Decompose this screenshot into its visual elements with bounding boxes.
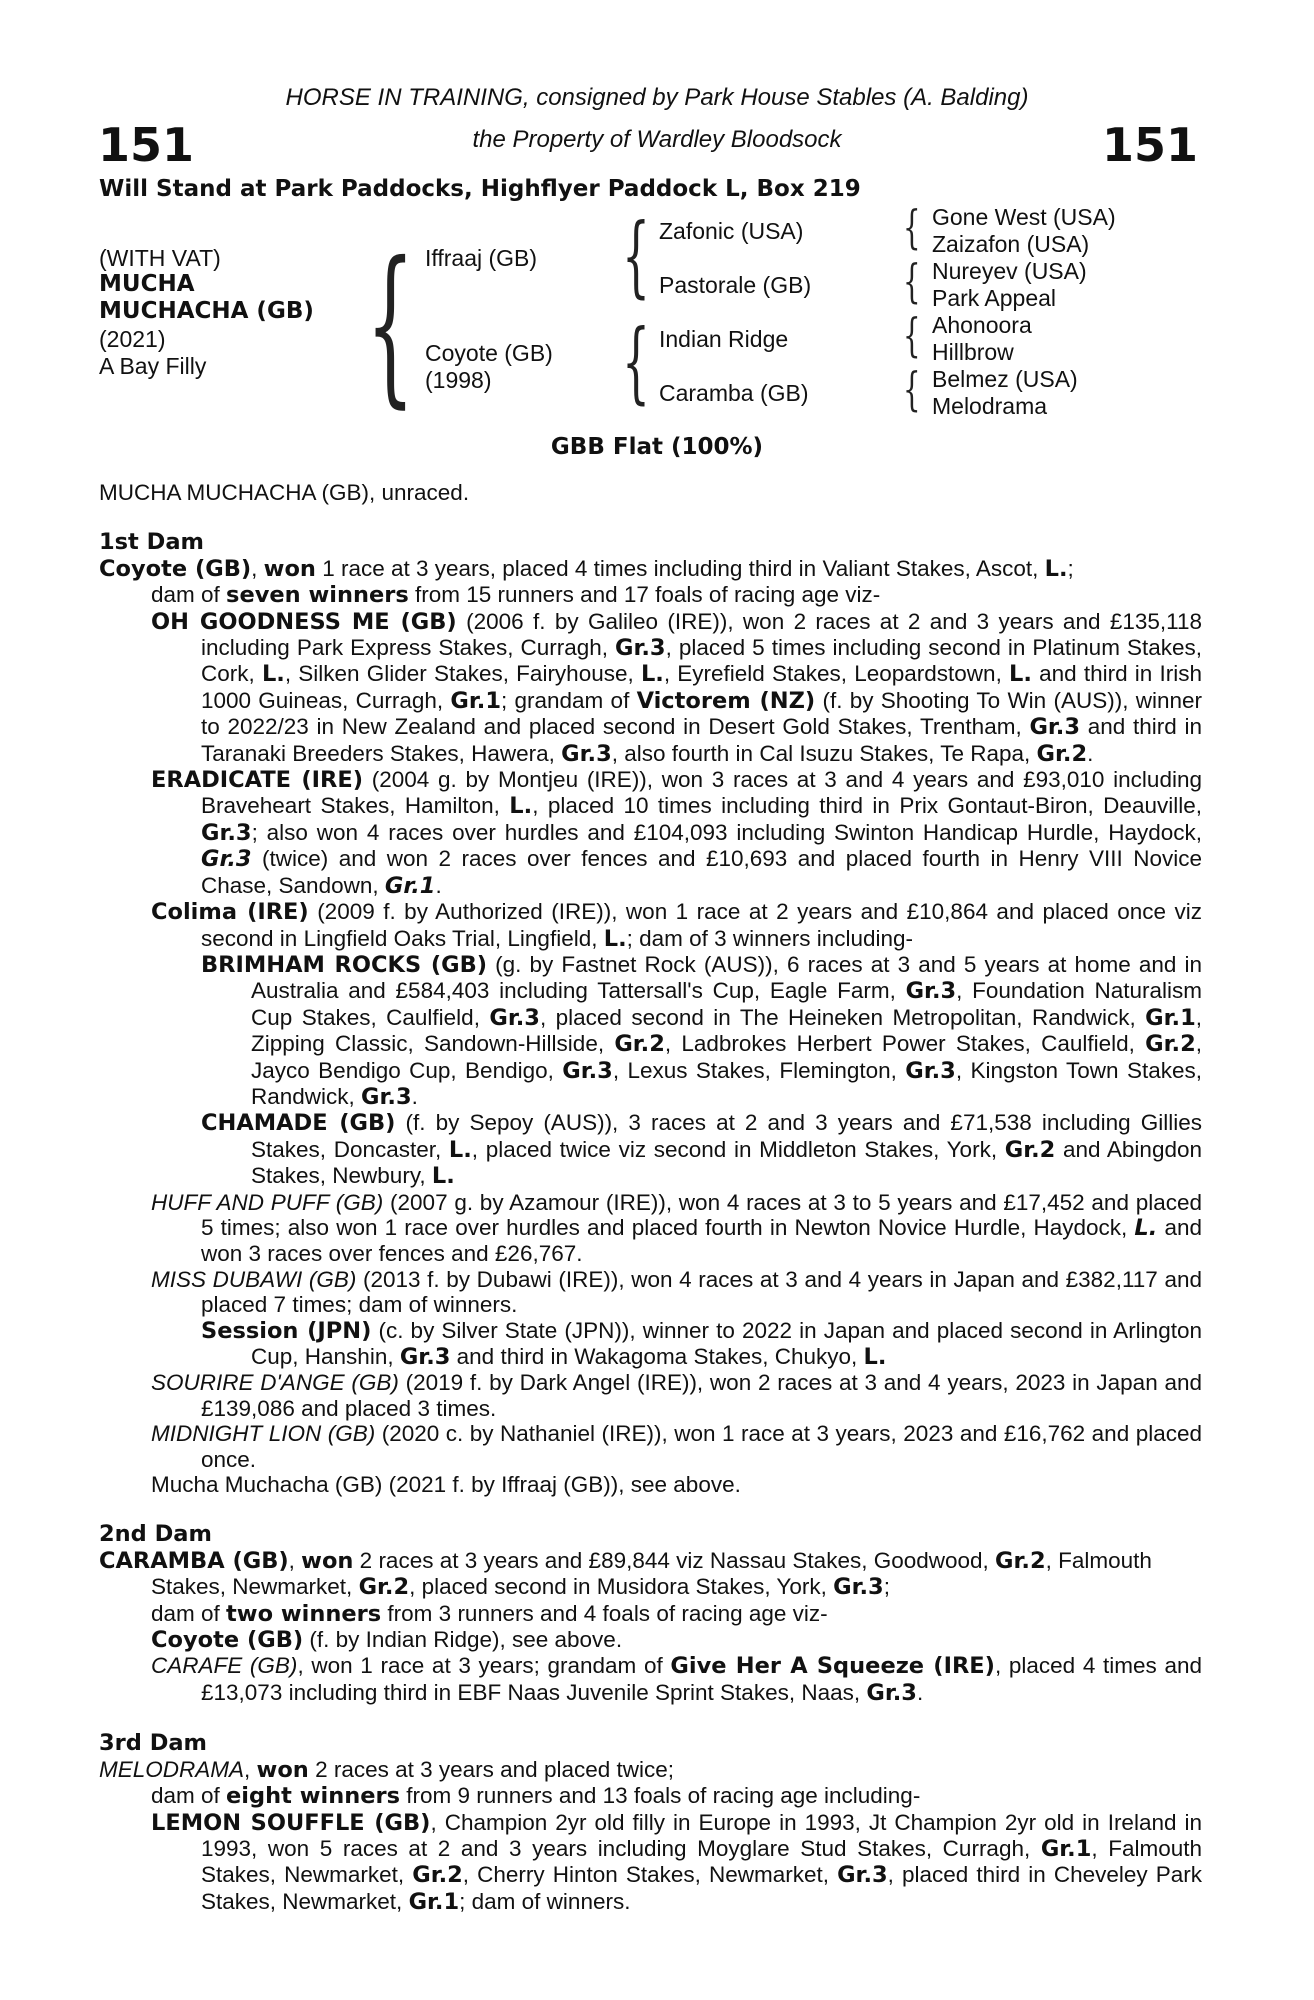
produce-oh-goodness-me: OH GOODNESS ME (GB) (2006 f. by Galileo (IRE)), won 2 races at 2 and 3 years and £135,118 including Park Express Stakes, Curragh, Gr.3, placed 5 times including second in Platinum Stakes, Cork, L., Silken Glider Stakes, Fairyhouse, L., Eyrefield Stakes, Leopardstown, L. and third in Irish 1000 Guineas, Curragh, Gr.1; grandam of Victorem (NZ) (f. by Shooting To Win (AUS)), winner to 2022/23 in New Zealand and placed second in Desert Gold Stakes, Trentham, Gr.3 and third in Taranaki Breeders Stakes, Hawera, Gr.3, also fourth in Cal Isuzu Stakes, Te Rapa, Gr.2. bbox=[151, 608, 1203, 767]
lot-number-right: 151 bbox=[1101, 118, 1198, 172]
produce-colima: Colima (IRE) (2009 f. by Authorized (IRE)), won 1 race at 2 years and £10,864 and placed once viz second in Lingfield Oaks Trial, Lingfield, L.; dam of 3 winners including- bbox=[151, 899, 1202, 952]
stand-line: Will Stand at Park Paddocks, Highflyer Paddock L, Box 219 bbox=[99, 176, 861, 202]
dam-dam: Caramba (GB) bbox=[659, 380, 809, 406]
sire-sire: Zafonic (USA) bbox=[659, 218, 804, 244]
third-dam-summary: MELODRAMA, won 2 races at 3 years and placed twice; dam of eight winners from 9 runners and 13 foals of racing age including- bbox=[99, 1756, 921, 1810]
property-line: the Property of Wardley Bloodsock bbox=[472, 126, 842, 153]
gbb-rating: GBB Flat (100%) bbox=[550, 434, 764, 460]
consignment-line: HORSE IN TRAINING, consigned by Park House Stables (A. Balding) bbox=[285, 84, 1029, 111]
grandparent-8: Melodrama bbox=[932, 393, 1048, 419]
brace-sire: { bbox=[622, 204, 650, 307]
grandparent-3: Nureyev (USA) bbox=[932, 258, 1087, 284]
produce-chamade: CHAMADE (GB) (f. by Sepoy (AUS)), 3 races at 2 and 3 years and £71,538 including Gillies Stakes, Doncaster, L., placed twice viz second in Middleton Stakes, York, Gr.2 and Abingdon Stakes, Newbury, L. bbox=[201, 1110, 1202, 1190]
first-dam-heading: 1st Dam bbox=[99, 529, 204, 556]
second-dam-summary: CARAMBA (GB), won 2 races at 3 years and £89,844 viz Nassau Stakes, Goodwood, Gr.2, Falmouth Stakes, Newmarket, Gr.2, placed second in Musidora Stakes, York, Gr.3; dam of two winners from 3 runners and 4 foals of racing age viz- bbox=[99, 1547, 1152, 1627]
produce-miss-dubawi: MISS DUBAWI (GB) (2013 f. by Dubawi (IRE)), won 4 races at 3 and 4 years in Japan and £382,117 and placed 7 times; dam of winners. bbox=[151, 1266, 1202, 1318]
grandparent-6: Hillbrow bbox=[932, 339, 1014, 365]
grandparent-4: Park Appeal bbox=[932, 285, 1057, 311]
produce-brimham-rocks: BRIMHAM ROCKS (GB) (g. by Fastnet Rock (AUS)), 6 races at 3 and 5 years at home and in Australia and £584,403 including Tattersall's Cup, Eagle Farm, Gr.3, Foundation Naturalism Cup Stakes, Caulfield, Gr.3, placed second in The Heineken Metropolitan, Randwick, Gr.1, Zipping Classic, Sandown-Hillside, Gr.2, Ladbrokes Herbert Power Stakes, Caulfield, Gr.2, Jayco Bendigo Cup, Bendigo, Gr.3, Lexus Stakes, Flemington, Gr.3, Kingston Town Stakes, Randwick, Gr.3. bbox=[201, 951, 1203, 1110]
brace-g2: { bbox=[903, 254, 921, 308]
produce-mucha-muchacha: Mucha Muchacha (GB) (2021 f. by Iffraaj (GB)), see above. bbox=[151, 1472, 741, 1498]
horse-description: A Bay Filly bbox=[99, 353, 207, 379]
vat-note: (WITH VAT) bbox=[99, 245, 221, 271]
second-dam-heading: 2nd Dam bbox=[99, 1521, 212, 1548]
grandparent-2: Zaizafon (USA) bbox=[932, 231, 1090, 257]
brace-g1: { bbox=[903, 200, 921, 254]
horse-name-line1: MUCHA bbox=[99, 271, 195, 297]
first-dam-summary: Coyote (GB), won 1 race at 3 years, placed 4 times including third in Valiant Stakes, Ascot, L.; dam of seven winners from 15 runners and 17 foals of racing age viz- bbox=[99, 555, 1074, 609]
brace-dam: { bbox=[622, 310, 650, 413]
dam-year: (1998) bbox=[425, 367, 492, 393]
produce-lemon-souffle: LEMON SOUFFLE (GB), Champion 2yr old filly in Europe in 1993, Jt Champion 2yr old in Ireland in 1993, won 5 races at 2 and 3 years including Moyglare Stud Stakes, Curragh, Gr.1, Falmouth Stakes, Newmarket, Gr.2, Cherry Hinton Stakes, Newmarket, Gr.3, placed third in Cheveley Park Stakes, Newmarket, Gr.1; dam of winners. bbox=[151, 1809, 1202, 1915]
produce-coyote: Coyote (GB) (f. by Indian Ridge), see above. bbox=[151, 1627, 623, 1654]
produce-midnight-lion: MIDNIGHT LION (GB) (2020 c. by Nathaniel (IRE)), won 1 race at 3 years, 2023 and £16,762 and placed once. bbox=[151, 1421, 1202, 1472]
brace-g4: { bbox=[903, 362, 921, 416]
dam: Coyote (GB) bbox=[425, 340, 553, 366]
produce-huff-and-puff: HUFF AND PUFF (GB) (2007 g. by Azamour (IRE)), won 4 races at 3 to 5 years and £17,452 and placed 5 times; also won 1 race over hurdles and placed fourth in Newton Novice Hurdle, Haydock, L. and won 3 races over fences and £26,767. bbox=[151, 1189, 1202, 1267]
horse-year: (2021) bbox=[99, 326, 166, 352]
grandparent-5: Ahonoora bbox=[932, 312, 1032, 338]
produce-carafe: CARAFE (GB), won 1 race at 3 years; grandam of Give Her A Squeeze (IRE), placed 4 times and £13,073 including third in EBF Naas Juvenile Sprint Stakes, Naas, Gr.3. bbox=[151, 1653, 1202, 1706]
catalogue-body bbox=[99, 480, 1202, 1915]
produce-sourire-dange: SOURIRE D'ANGE (GB) (2019 f. by Dark Angel (IRE)), won 2 races at 3 and 4 years, 2023 in Japan and £139,086 and placed 3 times. bbox=[151, 1370, 1203, 1421]
sire-dam: Pastorale (GB) bbox=[659, 272, 812, 298]
lot-number-left: 151 bbox=[98, 118, 195, 172]
brace-g3: { bbox=[903, 308, 921, 362]
dam-sire: Indian Ridge bbox=[659, 326, 789, 352]
grandparent-1: Gone West (USA) bbox=[932, 204, 1116, 230]
sire: Iffraaj (GB) bbox=[425, 245, 538, 271]
produce-eradicate: ERADICATE (IRE) (2004 g. by Montjeu (IRE)), won 3 races at 3 and 4 years and £93,010 including Braveheart Stakes, Hamilton, L., placed 10 times including third in Prix Gontaut-Biron, Deauville, Gr.3; also won 4 races over hurdles and £104,093 including Swinton Handicap Hurdle, Haydock, Gr.3 (twice) and won 2 races over fences and £10,693 and placed fourth in Henry VIII Novice Chase, Sandown, Gr.1. bbox=[151, 767, 1202, 899]
third-dam-heading: 3rd Dam bbox=[99, 1730, 207, 1757]
produce-session: Session (JPN) (c. by Silver State (JPN)), winner to 2022 in Japan and placed second in Arlington Cup, Hanshin, Gr.3 and third in Wakagoma Stakes, Chukyo, L. bbox=[201, 1317, 1202, 1370]
grandparent-7: Belmez (USA) bbox=[932, 366, 1078, 392]
intro-line: MUCHA MUCHACHA (GB), unraced. bbox=[99, 480, 470, 505]
brace-main: { bbox=[366, 226, 415, 424]
horse-name-line2: MUCHACHA (GB) bbox=[99, 298, 314, 324]
